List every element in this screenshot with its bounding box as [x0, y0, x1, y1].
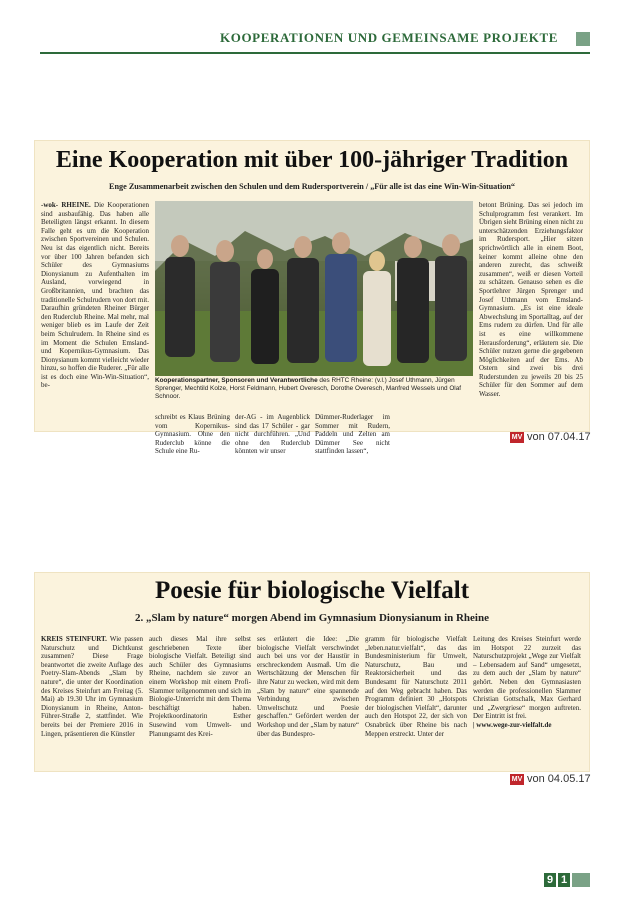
- article2-column-1: [41, 635, 143, 738]
- article2-source-date: von 04.05.17: [527, 773, 591, 786]
- section-square-marker: [576, 32, 590, 46]
- article1-column-3: der-AG - im Augenblick sind das 17 Schüler - gar nicht durchführen. „Und ohne den Ruderclub könnten wir unser: [235, 413, 310, 456]
- article1-column-2: schreibt es Klaus Brüning vom Kopernikus-Gymnasium. Ohne den Ruderclub könne die Schule eine Ru-: [155, 413, 230, 456]
- article1-group-photo: [155, 201, 473, 376]
- newspaper-logo-icon: MV: [511, 775, 523, 783]
- article2-column-4: gramm für biologische Vielfalt „leben.natur.vielfalt“, das das Bundesministerium für Umwelt, Naturschutz, Bau und Reaktorsicherheit und das Bundesamt für Naturschutz 2011 auf den Weg gebracht haben. Das Programm definiert 30 „Hotspots der biologischen Vielfalt“, darunter auch den Hotspot 22, der sich von Osnabrück über Rheine bis nach Meppen erstreckt. Unter der: [365, 635, 467, 738]
- article2-dateline: KREIS STEINFURT.: [41, 635, 107, 643]
- article1-column-5: betont Brüning. Das sei jedoch im Schulprogramm fest verankert. Im Übrigen sieht Brüning einen nicht zu unterschätzenden Erziehungsfaktor im Rudersport. „Hier sitzen sprichwörtlich alle in einem Boot, keiner kommt alleine ohne den anderen zurecht, das schweißt zusammen“, weiß er diesen Vorteil zu schätzen. Genauso sehen es die Sportlehrer Jürgen Sprenger und Josef Uthmann vom Emsland-Gymnasium. „Es ist eine ideale Abwechslung im Sportalltag, auf der Ems rudern zu dürfen. Und für alle ist es eine willkommene Herausforderung“, erläutern sie. Die Schüler nutzen gerne die gegebenen Möglichkeiten auf der Ems. Ab Ostern sind zwei bis drei Ruderstunden zu jeweils 20 bis 25 Schüler für den Sommer auf dem Wasser.: [479, 201, 583, 399]
- article-clipping-2: [34, 572, 590, 772]
- group-photo-illustration: [155, 201, 473, 376]
- article1-title: Eine Kooperation mit über 100-jähriger Tradition: [55, 147, 569, 173]
- page-number-marker: [572, 873, 590, 887]
- article2-subtitle: 2. „Slam by nature“ morgen Abend im Gymnasium Dionysianum in Rheine: [135, 612, 489, 624]
- article1-subtitle: Enge Zusammenarbeit zwischen den Schulen und dem Rudersportverein / „Für alle ist das eine Win-Win-Situation“: [109, 182, 515, 191]
- article1-dateline: -wok- RHEINE.: [41, 201, 91, 209]
- article2-column-5: [473, 635, 581, 730]
- header-divider: [40, 52, 590, 54]
- article1-column-1-text: Die Kooperationen sind ausbaufähig. Das haben alle Beteiligten längst erkannt. In diesem Falle geht es um die Kooperation zwischen Sportvereinen und Schulen. Neu ist das eigentlich nicht. Bereits vor über 100 Jahren befanden sich Schüler des Gymnasiums Dionysianum zu Aufenthalten im Ausland, vorwiegend in Großbritannien, und brachten das traditionelle Schulrudern von dort mit. Daraufhin gründeten Rheiner Bürger den Ruderclub Rheine. Mal mehr, mal weniger blieb es im Laufe der Zeit beim Schulrudern. In Rheine sind es im Moment die Schulen Emsland- und Kopernikus-Gymnasium. Das Dionysianum kommt vielleicht wieder hinzu, so hoffen die Ruderer. „Für alle ist es doch eine Win-Win-Situation“, be-: [41, 201, 149, 390]
- article1-column-4: Dümmer-Ruderlager im Sommer mit Rudern, Paddeln und Zelten am Dümmer See nicht stattfinden lassen“,: [315, 413, 390, 456]
- article2-title: Poesie für biologische Vielfalt: [154, 577, 470, 604]
- article2-column-1-text: Wie passen Naturschutz und Dichtkunst zusammen? Diese Frage beantwortet die zweite Auflage des Poetry-Slam-Abends „Slam by nature“, die unter der Koordination des Kreises Steinfurt am Freitag (5. Mai) ab 19.30 Uhr im Gymnasium Dionysianum in Rheine, Anton-Führer-Straße 2, stattfindet. Wie bereits bei der Premiere 2016 in Lingen, präsentieren die Künstler: [41, 635, 143, 738]
- section-title: KOOPERATIONEN UND GEMEINSAME PROJEKTE: [220, 30, 558, 45]
- article1-column-1: [41, 201, 149, 390]
- page-number-digit-2: 1: [558, 873, 570, 887]
- page-number: [544, 873, 590, 887]
- article2-web-link[interactable]: | www.wege-zur-vielfalt.de: [473, 720, 552, 729]
- article2-source: [510, 773, 591, 787]
- page-number-digit-1: 9: [544, 873, 556, 887]
- article2-column-5-text: Leitung des Kreises Steinfurt werde im Hotspot 22 zurzeit das Naturschutzprojekt „Wege zur Vielfalt – Lebensadern auf Sand“ umgesetzt, zu dem auch der „Slam by nature“ gehört. Neben den Gymnasiasten werden die professionellen Slammer Christian Gottschalk, Max Gerhard und „Zwergriese“ morgen auftreten. Der Eintritt ist frei.: [473, 635, 581, 721]
- newspaper-logo-icon: MV: [511, 433, 523, 441]
- caption-lead: Kooperationspartner, Sponsoren und Verantwortliche: [155, 377, 318, 384]
- caption-text: des RHTC Rheine: (v.l.) Josef Uthmann, Jürgen Sprenger, Mechtild Kolze, Horst Feldmann, Hubert Overesch, Dorothe Overesch, Manfred Wessels und Olaf Schnoor.: [155, 377, 462, 400]
- article1-source-date: von 07.04.17: [527, 431, 591, 444]
- article2-column-3: ses erläutert die Idee: „Die biologische Vielfalt verschwindet auch bei uns vor der Haustür in erschreckendem Ausmaß. Um die Wertschätzung der Menschen für ihre Natur zu wecken, wird mit dem „Slam by nature“ eine spannende Verbindung zwischen Umweltschutz und Poesie geschaffen.“ Gefördert werden der Workshop und der „Slam by nature“ über das Bundespro-: [257, 635, 359, 738]
- article2-column-2: auch dieses Mal ihre selbst geschriebenen Texte über biologische Vielfalt. Beteiligt sind auch Schüler des Gymnasiums Rheine, nachdem sie zuvor an einem Workshop mit einem Profi-Slammer teilgenommen und sich im Biologie-Unterricht mit dem Thema beschäftigt haben. Projektkoordinatorin Esther Susewind vom Umwelt- und Planungsamt des Krei-: [149, 635, 251, 738]
- article1-source: [510, 431, 591, 445]
- article1-photo-caption: [155, 377, 473, 401]
- section-header: [40, 30, 590, 48]
